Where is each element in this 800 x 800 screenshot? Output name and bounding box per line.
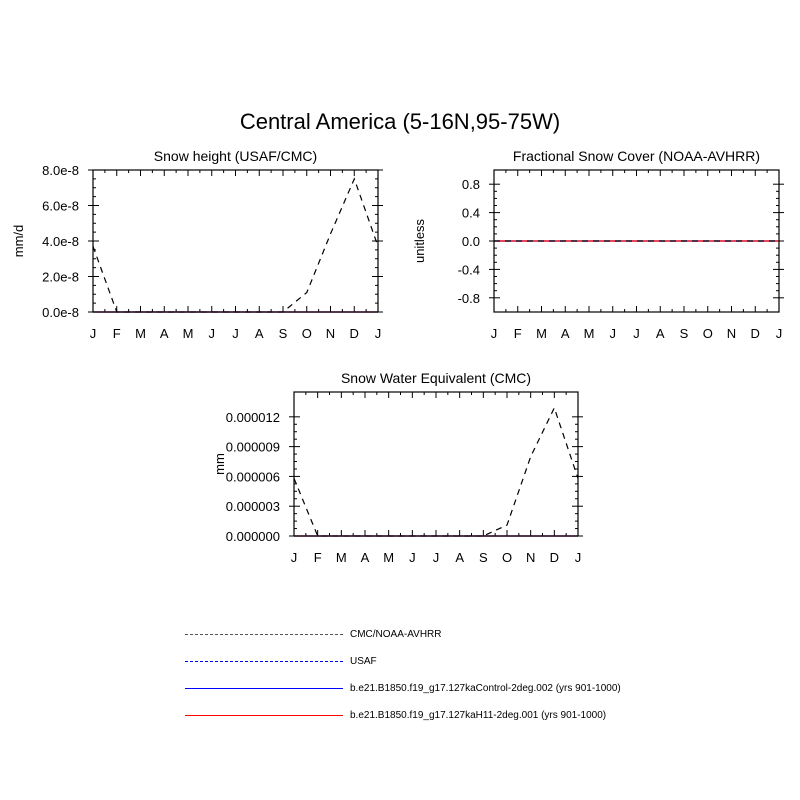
x-tick-label: J [232,326,239,341]
x-tick-label: A [159,326,169,341]
x-tick-label: M [583,326,595,341]
x-tick-label: J [290,550,298,565]
y-tick-label: 4.0e-8 [42,234,79,249]
y-tick-label: 0.000000 [225,529,280,544]
x-tick-label: N [726,326,737,341]
x-tick-label: A [455,550,465,565]
x-tick-label: J [633,326,640,341]
x-tick-label: M [135,326,146,341]
chart-snow-cover [412,148,784,341]
legend-item-usaf [185,655,745,669]
y-tick-label: 2.0e-8 [42,269,79,285]
x-tick-label: J [574,550,582,565]
legend-swatch-h11 [185,715,343,716]
y-tick-label: -0.4 [457,262,480,278]
x-tick-label: O [301,326,312,341]
x-tick-label: D [349,326,359,341]
x-tick-label: N [525,550,536,565]
x-tick-label: M [536,326,547,341]
x-tick-label: F [112,326,121,341]
legend-swatch-control [185,688,343,689]
x-tick-label: A [655,326,665,341]
x-tick-label: N [325,326,336,341]
chart-title: Fractional Snow Cover (NOAA-AVHRR) [512,148,761,164]
y-tick-label: 0.000009 [225,439,280,455]
chart-title: Snow Water Equivalent (CMC) [340,370,532,386]
chart-title: Snow height (USAF/CMC) [153,148,318,164]
x-tick-label: J [490,326,498,341]
x-tick-label: M [182,326,194,341]
series-line-0 [93,179,378,312]
x-tick-label: A [560,326,570,341]
x-tick-label: F [513,326,522,341]
x-tick-label: M [383,550,395,565]
legend-swatch-cmc-noaa [185,634,343,635]
legend-item-cmc-noaa [185,628,745,642]
series-line-0 [294,408,578,536]
x-tick-label: S [679,326,689,341]
y-tick-label: -0.8 [457,290,480,306]
y-tick-label: 8.0e-8 [42,163,79,178]
y-tick-label: 0.8 [461,177,480,193]
x-tick-label: J [409,550,416,565]
x-tick-label: J [208,326,215,341]
y-tick-label: 0.000006 [225,469,280,485]
x-tick-label: J [775,326,783,341]
y-tick-label: 6.0e-8 [42,198,79,214]
legend-label-h11: b.e21.B1850.f19_g17.127kaH11-2deg.001 (yrs 901-1000) [350,710,607,721]
legend-label-usaf: USAF [350,656,377,667]
x-tick-label: F [313,550,322,565]
x-tick-label: O [501,550,513,565]
x-tick-label: J [432,550,440,565]
x-tick-label: M [335,550,347,565]
x-tick-label: O [702,326,713,341]
x-tick-label: J [609,326,616,341]
x-tick-label: A [360,550,370,565]
x-tick-label: S [278,326,288,341]
legend-label-control: b.e21.B1850.f19_g17.127kaControl-2deg.002 (yrs 901-1000) [350,683,621,694]
y-tick-label: 0.0e-8 [42,305,79,320]
x-tick-label: S [478,550,488,565]
x-tick-label: D [750,326,760,341]
legend-swatch-usaf [185,661,343,662]
y-tick-label: 0.000012 [225,409,280,425]
y-tick-label: 0.4 [461,205,480,221]
x-tick-label: J [374,326,382,341]
x-tick-label: J [89,326,97,341]
legend-label-cmc-noaa: CMC/NOAA-AVHRR [350,629,442,640]
figure-title: Central America (5-16N,95-75W) [239,109,561,134]
y-tick-label: 0.0 [461,234,480,249]
y-axis-label: mm/d [11,224,26,258]
chart-swe [212,370,583,565]
legend-item-control [185,682,745,696]
plot-frame [294,392,578,536]
x-tick-label: A [254,326,264,341]
y-axis-label: unitless [412,218,427,264]
chart-snow-height [11,148,383,341]
plot-frame [93,170,378,312]
y-axis-label: mm [212,453,227,475]
y-tick-label: 0.000003 [225,499,280,515]
legend-item-h11 [185,709,745,723]
x-tick-label: D [549,550,560,565]
